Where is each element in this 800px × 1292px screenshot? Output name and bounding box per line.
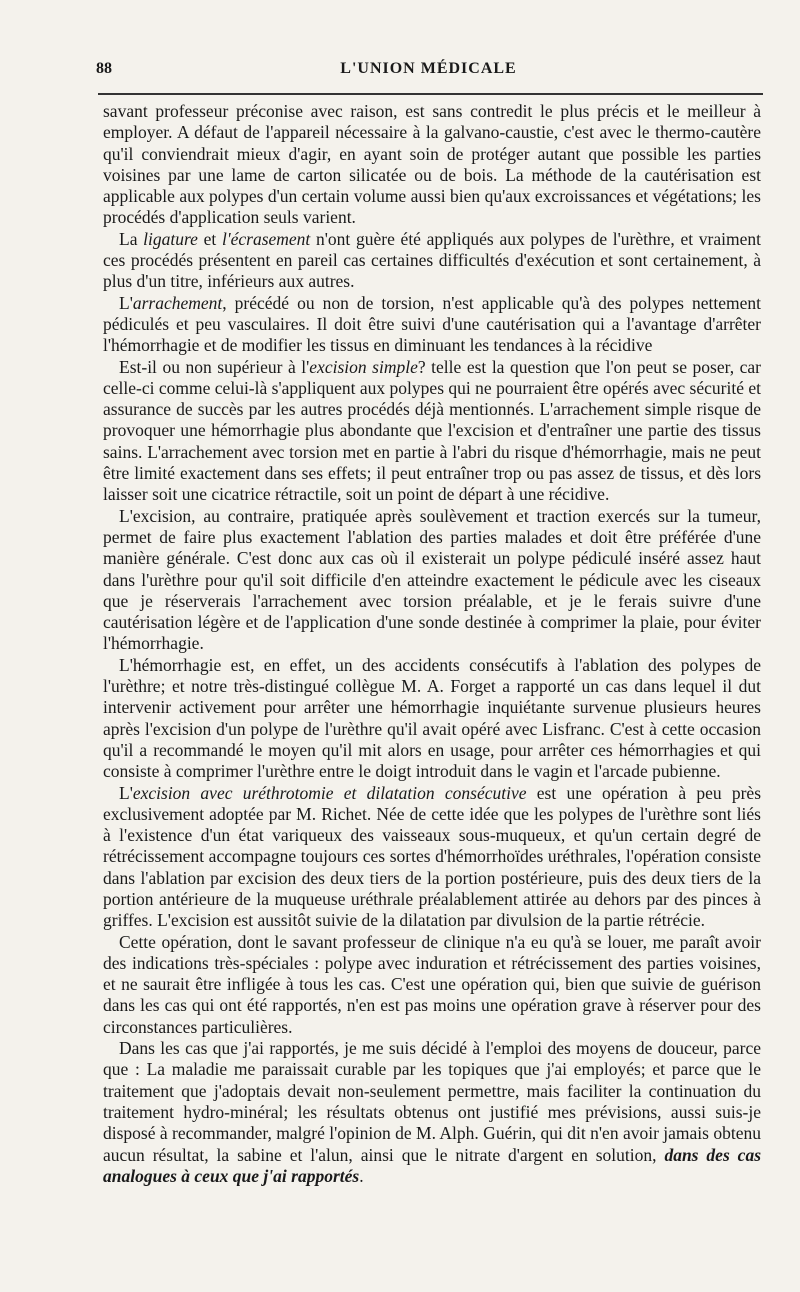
paragraph (103, 506, 761, 655)
header-rule (98, 93, 763, 95)
text-run: Cette opération, dont le savant professeur de clinique n'a eu qu'à se louer, me paraît avoir des indications très-spéciales : polype avec induration et rétrécissement des parties voisines, et ne saurait être infligée à tous les cas. C'est une opération qui, bien que suivie de guérison dans les cas qui ont été rapportés, n'en est pas moins une opération grave à réserver pour des circonstances particulières. (103, 931, 761, 1037)
text-run: , précédé ou non de torsion, n'est applicable qu'à des polypes nettement pédiculés et peu vasculaires. Il doit être suivi d'une cautérisation qui a l'avantage d'arrêter l'hémorrhagie et de modifier les tissus en diminuant les tendances à la récidive (103, 292, 761, 356)
text-run: La (119, 228, 144, 249)
text-run: ? telle est la question que l'on peut se poser, car celle-ci comme celui-là s'appliquent aux polypes qui ne pourraient être opérés avec sécurité et assurance de succès par les autres procédés déjà mentionnés. L'arrachement simple risque de provoquer une hémorrhagie plus abondante que l'excision et d'entraîner une partie des tissus sains. L'arrachement avec torsion met en partie à l'abri du risque d'hémorrhagie, mais ne peut être limité exactement dans ses effets; il peut entraîner trop ou pas assez de tissus, et dès lors laisser soit une cicatrice rétractile, soit un point de départ à une récidive. (103, 356, 761, 505)
italic-text: excision simple (309, 356, 418, 377)
italic-text: ligature (143, 228, 198, 249)
text-run: L'excision, au contraire, pratiquée après soulèvement et traction exercés sur la tumeur, permet de faire plus exactement l'ablation des parties malades et doit être préférée d'une manière générale. C'est donc aux cas où il existerait un polype pédiculé inséré assez haut dans l'urèthre pour qu'il soit difficile d'en atteindre exactement le pédicule avec les ciseaux que je réserverais l'arrachement avec torsion préalable, et je le ferais suivre d'une cautérisation légère et de l'application d'une sonde destinée à comprimer la plaie, pour éviter l'hémorrhagie. (103, 505, 761, 654)
text-run: et (197, 228, 222, 249)
paragraph (103, 783, 761, 932)
text-run: est une opération à peu près exclusivement adoptée par M. Richet. Née de cette idée que les polypes de l'urèthre sont liés à l'existence d'un état variqueux des vaisseaux sous-muqueux, et qu'un certain degré de rétrécissement accompagne toujours ces sortes d'hémorrhoïdes uréthrales, l'opération consiste dans l'ablation par excision des deux tiers de la portion postérieure, puis des deux tiers de la portion antérieure de la muqueuse uréthrale préalablement attirée au dehors par des pinces à griffes. L'excision est aussitôt suivie de la dilatation par divulsion de la partie rétrécie. (103, 782, 762, 931)
paragraph (103, 932, 761, 1038)
journal-title: L'UNION MÉDICALE (340, 60, 517, 77)
italic-text: excision avec uréthrotomie et dilatation consécutive (132, 782, 527, 803)
italic-text: dans des cas analogues à ceux que j'ai rapportés (103, 1144, 762, 1186)
text-run: Est-il ou non supérieur à l' (119, 356, 310, 377)
text-run: L' (119, 782, 133, 803)
paragraph (103, 229, 761, 293)
text-run: Dans les cas que j'ai rapportés, je me suis décidé à l'emploi des moyens de douceur, parce que : La maladie me paraissait curable par les topiques que j'ai employés; et parce que le traitement que j'adoptais devait non-seulement permettre, mais faciliter la continuation du traitement hydro-minéral; les résultats obtenus ont justifié mes prévisions, aussi suis-je disposé à recommander, malgré l'opinion de M. Alph. Guérin, qui dit n'en avoir jamais obtenu aucun résultat, la sabine et l'alun, ainsi que le nitrate d'argent en solution, (103, 1038, 761, 1165)
italic-text: arrachement (132, 292, 223, 313)
paragraph (103, 1038, 761, 1187)
paragraph (103, 357, 761, 506)
article-body (103, 101, 761, 1187)
text-run: savant professeur préconise avec raison, est sans contredit le plus précis et le meilleur à employer. A défaut de l'appareil nécessaire à la galvano-caustie, c'est avec le thermo-cautère qu'il conviendrait mieux d'agir, en ayant soin de protéger autant que possible les parties voisines par une lame de carton silicatée ou de bois. La méthode de la cautérisation est applicable aux polypes d'un certain volume aussi bien qu'aux excroissances et végétations; les procédés d'application seuls varient. (103, 101, 761, 228)
paragraph (103, 293, 761, 357)
text-run: n'ont guère été appliqués aux polypes de l'urèthre, et vraiment ces procédés présentent en pareil cas certaines difficultés d'exécution et sont certainement, à plus d'un titre, inférieurs aux autres. (103, 228, 761, 292)
page-number: 88 (96, 60, 112, 77)
paragraph (103, 101, 761, 229)
paragraph (103, 655, 761, 783)
text-run: . (359, 1165, 364, 1186)
text-run: L'hémorrhagie est, en effet, un des accidents consécutifs à l'ablation des polypes de l'urèthre; et notre très-distingué collègue M. A. Forget a rapporté un cas dans lequel il dut intervenir activement pour arrêter une hémorrhagie inquiétante survenue plusieurs heures après l'excision d'un polype de l'urèthre qu'il avait opéré avec Lisfranc. C'est à cette occasion qu'il a recommandé le moyen qu'il mit alors en usage, pour arrêter ces hémorrhagies et qui consiste à comprimer l'urèthre entre le doigt introduit dans le vagin et l'arcade pubienne. (103, 654, 761, 782)
page-header (96, 60, 761, 84)
italic-text: l'écrasement (222, 228, 311, 249)
text-run: L' (119, 292, 133, 313)
